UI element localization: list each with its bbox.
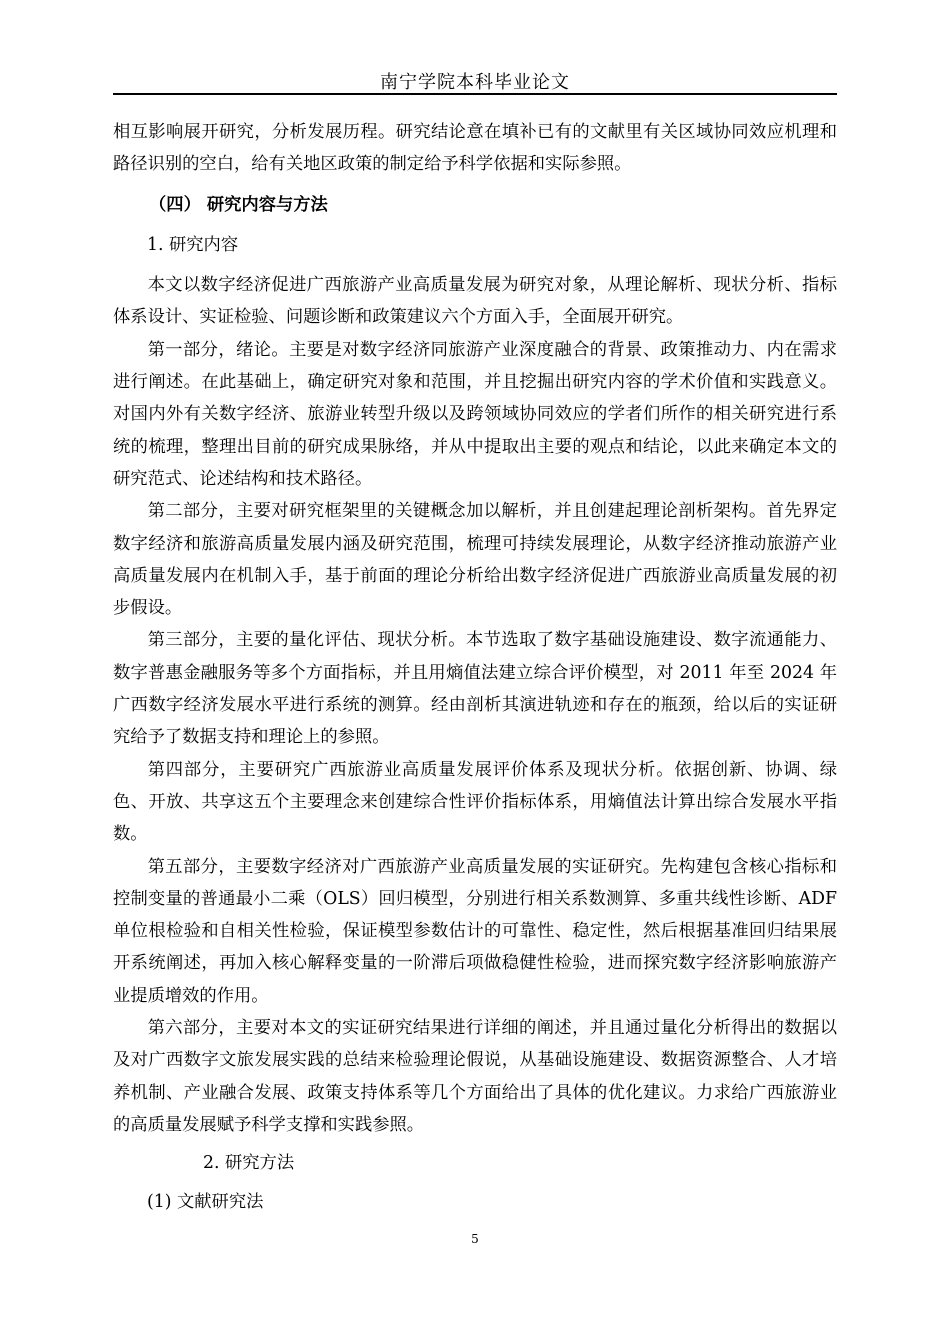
paragraph: 第五部分，主要数字经济对广西旅游产业高质量发展的实证研究。先构建包含核心指标和控制变量的普通最小二乘（OLS）回归模型，分别进行相关系数测算、多重共线性诊断、ADF 单位根检验和自相关性检验，保证模型参数估计的可靠性、稳定性，然后根据基准回归结果展开系统阐述，再加入核心解释变量的一阶滞后项做稳健性检验，进而探究数字经济影响旅游产业提质增效的作用。	[113, 856, 837, 1006]
paragraph-continuation: 相互影响展开研究，分析发展历程。研究结论意在填补已有的文献里有关区域协同效应机理和路径识别的空白，给有关地区政策的制定给予科学依据和实际参照。	[113, 122, 837, 175]
paragraph: 第一部分，绪论。主要是对数字经济同旅游产业深度融合的背景、政策推动力、内在需求进行阐述。在此基础上，确定研究对象和范围，并且挖掘出研究内容的学术价值和实践意义。对国内外有关数字经济、旅游业转型升级以及跨领域协同效应的学者们所作的相关研究进行系统的梳理，整理出目前的研究成果脉络，并从中提取出主要的观点和结论，以此来确定本文的研究范式、论述结构和技术路径。	[113, 339, 837, 489]
page-number: 5	[471, 1232, 479, 1246]
subsection-heading-research-methods: 2. 研究方法	[203, 1153, 295, 1174]
body-text	[113, 116, 837, 1218]
subsection-heading-research-content: 1. 研究内容	[147, 234, 239, 255]
header-rule	[113, 93, 837, 95]
paragraph: 本文以数字经济促进广西旅游产业高质量发展为研究对象，从理论解析、现状分析、指标体系设计、实证检验、问题诊断和政策建议六个方面入手，全面展开研究。	[113, 275, 837, 328]
paragraph: 第三部分，主要的量化评估、现状分析。本节选取了数字基础设施建设、数字流通能力、数字普惠金融服务等多个方面指标，并且用熵值法建立综合评价模型，对 2011 年至 2024 年广西数字经济发展水平进行系统的测算。经由剖析其演进轨迹和存在的瓶颈，给以后的实证研究给予了数据支持和理论上的参照。	[113, 630, 837, 748]
running-header: 南宁学院本科毕业论文	[380, 72, 570, 93]
section-heading: （四） 研究内容与方法	[149, 194, 328, 215]
paragraph: 第二部分，主要对研究框架里的关键概念加以解析，并且创建起理论剖析架构。首先界定数字经济和旅游高质量发展内涵及研究范围，梳理可持续发展理论，从数字经济推动旅游产业高质量发展内在机制入手，基于前面的理论分析给出数字经济促进广西旅游业高质量发展的初步假设。	[113, 501, 837, 619]
paragraph: 第四部分，主要研究广西旅游业高质量发展评价体系及现状分析。依据创新、协调、绿色、开放、共享这五个主要理念来创建综合性评价指标体系，用熵值法计算出综合发展水平指数。	[113, 759, 837, 845]
subsection-heading-literature-method: (1) 文献研究法	[147, 1191, 264, 1212]
paragraph: 第六部分，主要对本文的实证研究结果进行详细的阐述，并且通过量化分析得出的数据以及对广西数字文旅发展实践的总结来检验理论假说，从基础设施建设、数据资源整合、人才培养机制、产业融合发展、政策支持体系等几个方面给出了具体的优化建议。力求给广西旅游业的高质量发展赋予科学支撑和实践参照。	[113, 1018, 837, 1135]
